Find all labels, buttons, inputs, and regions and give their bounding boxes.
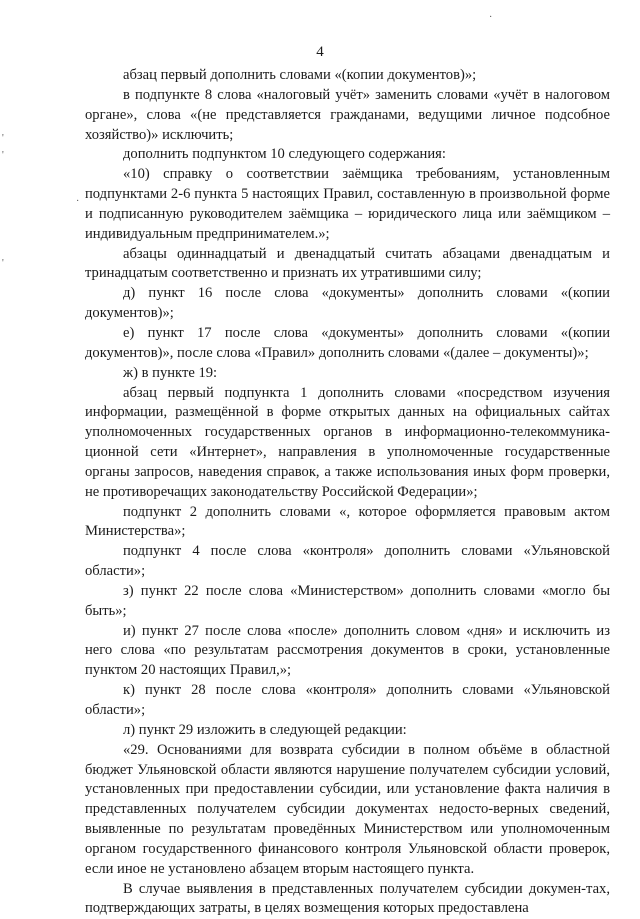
paragraph: В случае выявления в представленных получателем субсидии докумен-тах, подтверждающих затраты, в целях возмещения которых предоставлена [85, 880, 610, 917]
scan-speck: ' [2, 133, 4, 144]
paragraph: «29. Основаниями для возврата субсидии в полном объёме в областной бюджет Ульяновской области являются нарушение получателем субсидии условий, установленных при предоставлении субсидии, или установление факта наличия в представленных получателем субсидии документах недосто-верных сведений, выявленные по результатам проведённых Министерством или уполномоченным органом государственного финансового контроля Ульяновской области проверок, если иное не установлено абзацем вторым настоящего пункта. [85, 741, 610, 877]
paragraph: л) пункт 29 изложить в следующей редакции: [123, 721, 407, 738]
document-body [85, 66, 610, 919]
scan-speck: · [76, 196, 80, 207]
scan-speck: ' [2, 150, 4, 161]
page-number: 4 [316, 44, 324, 60]
paragraph: з) пункт 22 после слова «Министерством» дополнить словами «могло бы быть»; [85, 582, 610, 619]
paragraph: подпункт 4 после слова «контроля» дополнить словами «Ульяновской области»; [85, 543, 610, 580]
paragraph: подпункт 2 дополнить словами «, которое оформляется правовым актом Министерства»; [85, 503, 610, 540]
scan-speck: · [489, 12, 493, 23]
paragraph: абзац первый дополнить словами «(копии документов)»; [123, 67, 477, 83]
paragraph: «10) справку о соответствии заёмщика требованиям, установленным подпунктами 2-6 пункта 5 настоящих Правил, составленную в произвольной форме и подписанную руководителем заёмщика – юридического лица или заёмщиком – индивидуальным предпринимателем.»; [85, 166, 610, 242]
paragraph: и) пункт 27 после слова «после» дополнить словом «дня» и исключить из него слова «по результатам рассмотрения документов в сроки, установленные пунктом 20 настоящих Правил,»; [85, 622, 610, 679]
paragraph: абзац первый подпункта 1 дополнить словами «посредством изучения информации, размещённой в форме открытых данных на официальных сайтах уполномоченных государственных органов в информационно-телекоммуника-ционной сети «Интернет», направления в уполномоченные государственные органы запросов, наведения справок, а также использования иных форм проверки, не противоречащих законодательству Российской Федерации»; [85, 384, 610, 500]
scan-speck: ' [2, 258, 4, 269]
paragraph: в подпункте 8 слова «налоговый учёт» заменить словами «учёт в налоговом органе», слова «(не представляется гражданами, ведущими личное подсобное хозяйство)» исключить; [85, 86, 610, 143]
paragraph: к) пункт 28 после слова «контроля» дополнить словами «Ульяновской области»; [85, 682, 610, 718]
paragraph: дополнить подпунктом 10 следующего содержания: [123, 146, 446, 163]
paragraph: абзацы одиннадцатый и двенадцатый считать абзацами двенадцатым и тринадцатым соответственно и признать их утратившими силу; [85, 245, 610, 282]
paragraph: ж) в пункте 19: [123, 364, 218, 381]
paragraph: е) пункт 17 после слова «документы» дополнить словами «(копии документов)», после слова «Правил» дополнить словами «(далее – документы)»; [85, 324, 610, 361]
paragraph: д) пункт 16 после слова «документы» дополнить словами «(копии документов)»; [85, 285, 610, 322]
